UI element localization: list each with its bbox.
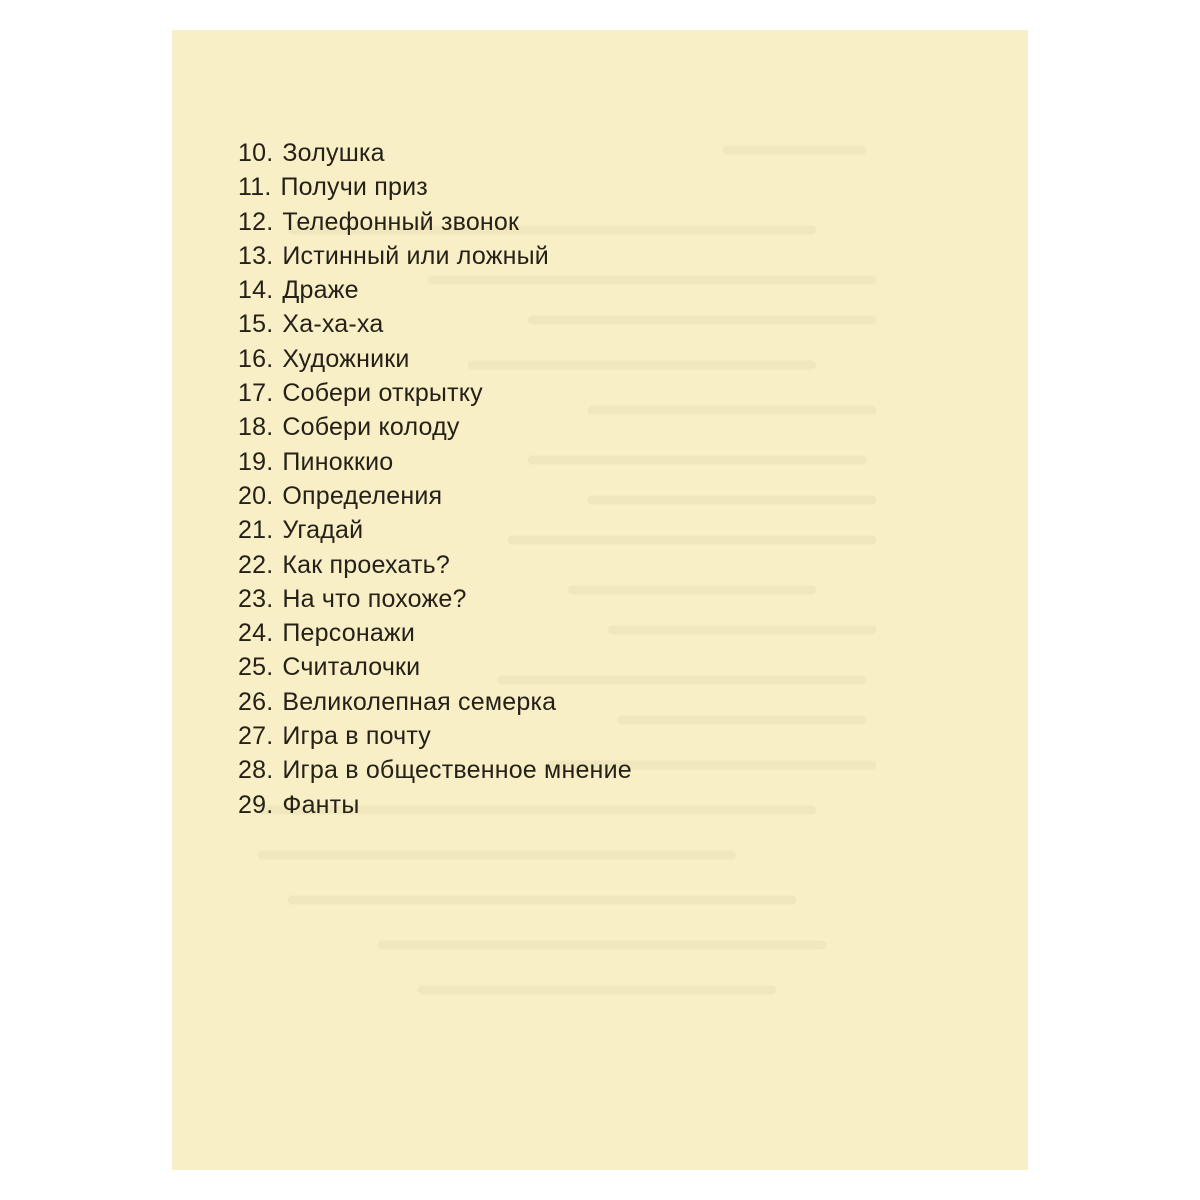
toc-item-number: 14. [238,276,274,305]
toc-item-title: Истинный или ложный [282,241,549,270]
toc-item-number: 22. [238,550,274,579]
toc-item-number: 11. [238,173,272,202]
toc-item-title: Игра в общественное мнение [282,756,632,785]
toc-item [238,788,632,822]
toc-item-title: Ха-ха-ха [282,310,384,339]
toc-item [238,616,632,650]
toc-item-number: 24. [238,619,274,648]
toc-item [238,513,632,547]
toc-item [238,685,632,719]
toc-item [238,376,632,410]
toc-item-title: Считалочки [282,653,421,682]
toc-item [238,445,632,479]
toc-item [238,548,632,582]
toc-item-title: Великолепная семерка [282,687,557,716]
toc-item-title: Фанты [282,790,360,819]
toc-item [238,582,632,616]
toc-item-number: 20. [238,481,274,510]
toc-item-title: Собери колоду [282,413,460,442]
toc-item-number: 27. [238,722,274,751]
toc-item-number: 26. [238,687,274,716]
toc-item-number: 18. [238,413,274,442]
toc-item [238,719,632,753]
toc-item-title: Художники [282,344,410,373]
toc-item-number: 29. [238,790,274,819]
toc-item-number: 17. [238,379,274,408]
toc-item [238,170,632,204]
toc-item-number: 13. [238,241,274,270]
toc-item-title: Драже [282,276,359,305]
toc-item [238,342,632,376]
toc-item-title: Определения [282,481,443,510]
toc-item-number: 19. [238,447,274,476]
toc-item [238,239,632,273]
toc-item-title: Телефонный звонок [282,207,520,236]
toc-item [238,479,632,513]
toc-item-number: 15. [238,310,274,339]
toc-item-number: 16. [238,344,274,373]
table-of-contents [238,136,632,822]
toc-item-title: Пиноккио [282,447,394,476]
toc-item-number: 12. [238,207,274,236]
toc-item-title: На что похоже? [282,584,467,613]
toc-item-title: Игра в почту [282,722,431,751]
toc-item [238,307,632,341]
toc-item-number: 10. [238,139,274,167]
toc-item-title: Угадай [282,516,364,545]
toc-item [238,650,632,684]
toc-item [238,410,632,444]
toc-item-title: Золушка [282,139,385,167]
toc-item [238,136,632,170]
toc-item [238,205,632,239]
toc-item-number: 21. [238,516,274,545]
toc-item-number: 25. [238,653,274,682]
toc-item-title: Получи приз [280,173,428,202]
toc-item [238,273,632,307]
toc-item-title: Персонажи [282,619,416,648]
toc-item-title: Собери открытку [282,379,483,408]
toc-item-number: 28. [238,756,274,785]
toc-item-number: 23. [238,584,274,613]
toc-item-title: Как проехать? [282,550,450,579]
toc-item [238,753,632,787]
book-page [172,30,1028,1170]
